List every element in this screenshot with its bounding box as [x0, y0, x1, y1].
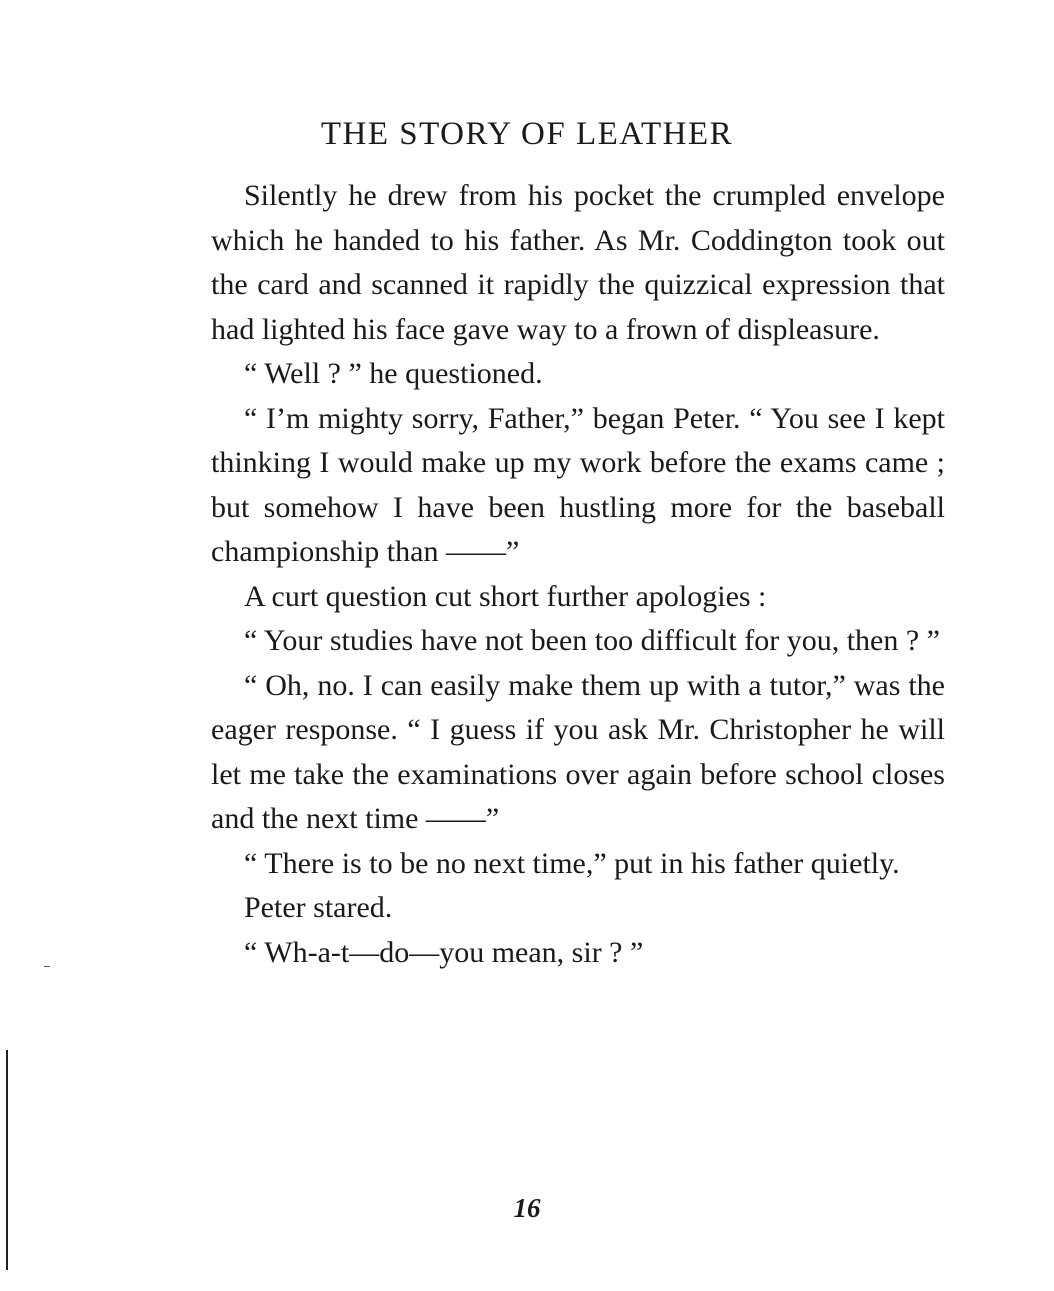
paragraph: “ I’m mighty sorry, Father,” began Peter. “ You see I kept thinking I would make up my work before the exams came ; but somehow I have been hustling more for the baseball championship than ——”	[211, 401, 945, 568]
paragraph: Silently he drew from his pocket the crumpled envelope which he handed to his father. As Mr. Coddington took out the card and scanned it rapidly the quizzical expression that had lighted his face gave way to a frown of displeasure.	[211, 179, 945, 346]
running-title: THE STORY OF LEATHER	[320, 116, 734, 152]
scan-speck	[44, 966, 50, 967]
paragraph: “ Wh-a-t—do—you mean, sir ? ”	[244, 935, 644, 969]
page-number: 16	[513, 1193, 541, 1223]
paragraph: A curt question cut short further apologies :	[244, 579, 767, 613]
paragraph: “ Your studies have not been too difficult for you, then ? ”	[244, 624, 940, 657]
paragraph: “ There is to be no next time,” put in his father quietly.	[244, 846, 900, 880]
paragraph: Peter stared.	[244, 891, 393, 924]
paragraph: “ Oh, no. I can easily make them up with a tutor,” was the eager response. “ I guess if you ask Mr. Christopher he will let me take the examinations over again before school closes and the next time ——”	[211, 668, 945, 835]
scan-edge-mark	[6, 1050, 8, 1270]
body-text	[211, 174, 945, 975]
paragraph: “ Well ? ” he questioned.	[244, 357, 543, 390]
